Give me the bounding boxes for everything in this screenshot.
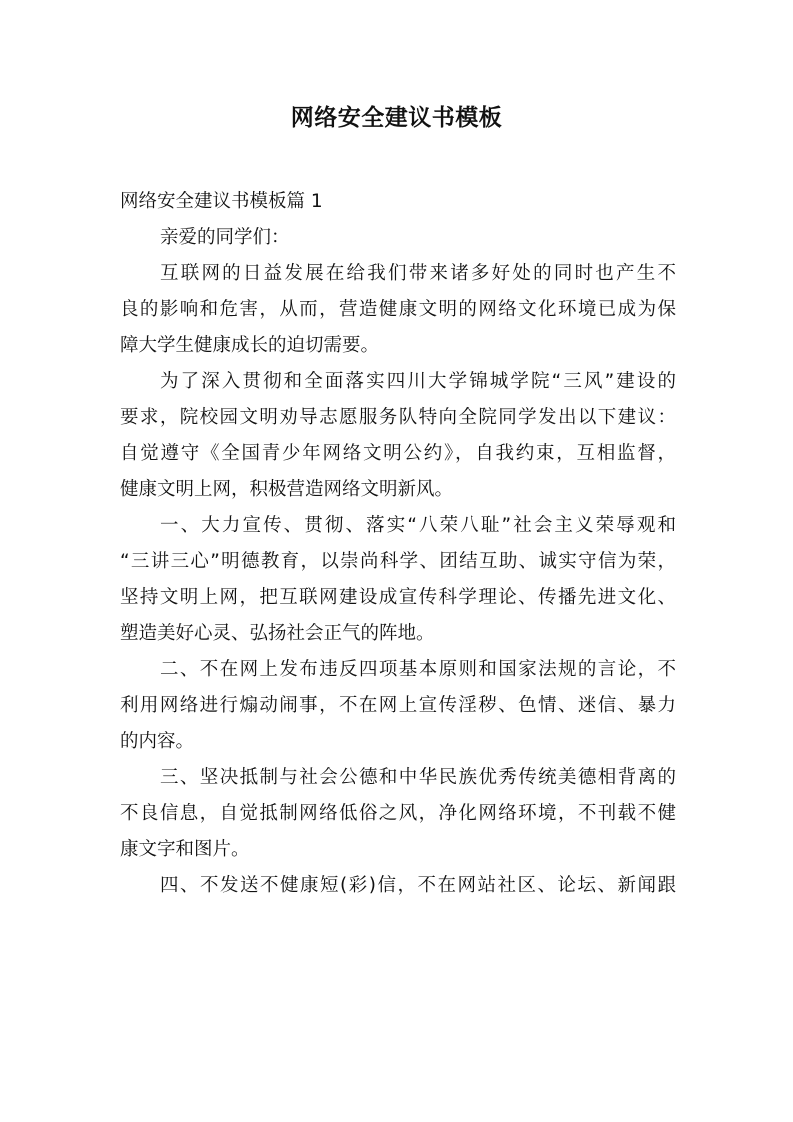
paragraph-line: 要求，院校园文明劝导志愿服务队特向全院同学发出以下建议： xyxy=(120,407,676,428)
paragraph-line: 塑造美好心灵、弘扬社会正气的阵地。 xyxy=(120,623,435,644)
paragraph xyxy=(120,508,676,652)
paragraph-line: 不良信息，自觉抵制网络低俗之风，净化网络环境，不刊载不健 xyxy=(120,803,676,824)
paragraph-line: 一、大力宣传、贯彻、落实“八荣八耻”社会主义荣辱观和 xyxy=(160,515,676,536)
paragraph-line: 二、不在网上发布违反四项基本原则和国家法规的言论，不 xyxy=(160,659,676,680)
document-body xyxy=(120,184,676,904)
paragraph-line: 自觉遵守《全国青少年网络文明公约》，自我约束，互相监督， xyxy=(120,443,676,464)
paragraph-line: 三、坚决抵制与社会公德和中华民族优秀传统美德相背离的 xyxy=(160,767,676,788)
paragraph xyxy=(120,364,676,508)
paragraph xyxy=(120,652,676,760)
paragraph-line: 良的影响和危害，从而，营造健康文明的网络文化环境已成为保 xyxy=(120,299,676,320)
paragraph-line: 坚持文明上网，把互联网建设成宣传科学理论、传播先进文化、 xyxy=(120,587,676,608)
paragraph-line: “三讲三心”明德教育，以崇尚科学、团结互助、诚实守信为荣， xyxy=(120,551,676,572)
paragraph xyxy=(120,256,676,364)
paragraph xyxy=(120,868,676,904)
document-title: 网络安全建议书模板 xyxy=(290,105,503,131)
paragraph-line: 康文字和图片。 xyxy=(120,839,250,860)
paragraph-line: 利用网络进行煽动闹事，不在网上宣传淫秽、色情、迷信、暴力 xyxy=(120,695,676,716)
salutation: 亲爱的同学们： xyxy=(160,227,290,248)
paragraph-line: 互联网的日益发展在给我们带来诸多好处的同时也产生不 xyxy=(160,263,676,284)
section-heading: 网络安全建议书模板篇 1 xyxy=(120,191,323,212)
paragraph-line: 为了深入贯彻和全面落实四川大学锦城学院“三风”建设的 xyxy=(160,371,676,392)
paragraph-line: 健康文明上网，积极营造网络文明新风。 xyxy=(120,479,454,500)
paragraph-line: 障大学生健康成长的迫切需要。 xyxy=(120,335,380,356)
paragraph-line: 的内容。 xyxy=(120,731,195,752)
paragraph-line: 四、不发送不健康短(彩)信，不在网站社区、论坛、新闻跟 xyxy=(160,875,676,896)
paragraph xyxy=(120,760,676,868)
